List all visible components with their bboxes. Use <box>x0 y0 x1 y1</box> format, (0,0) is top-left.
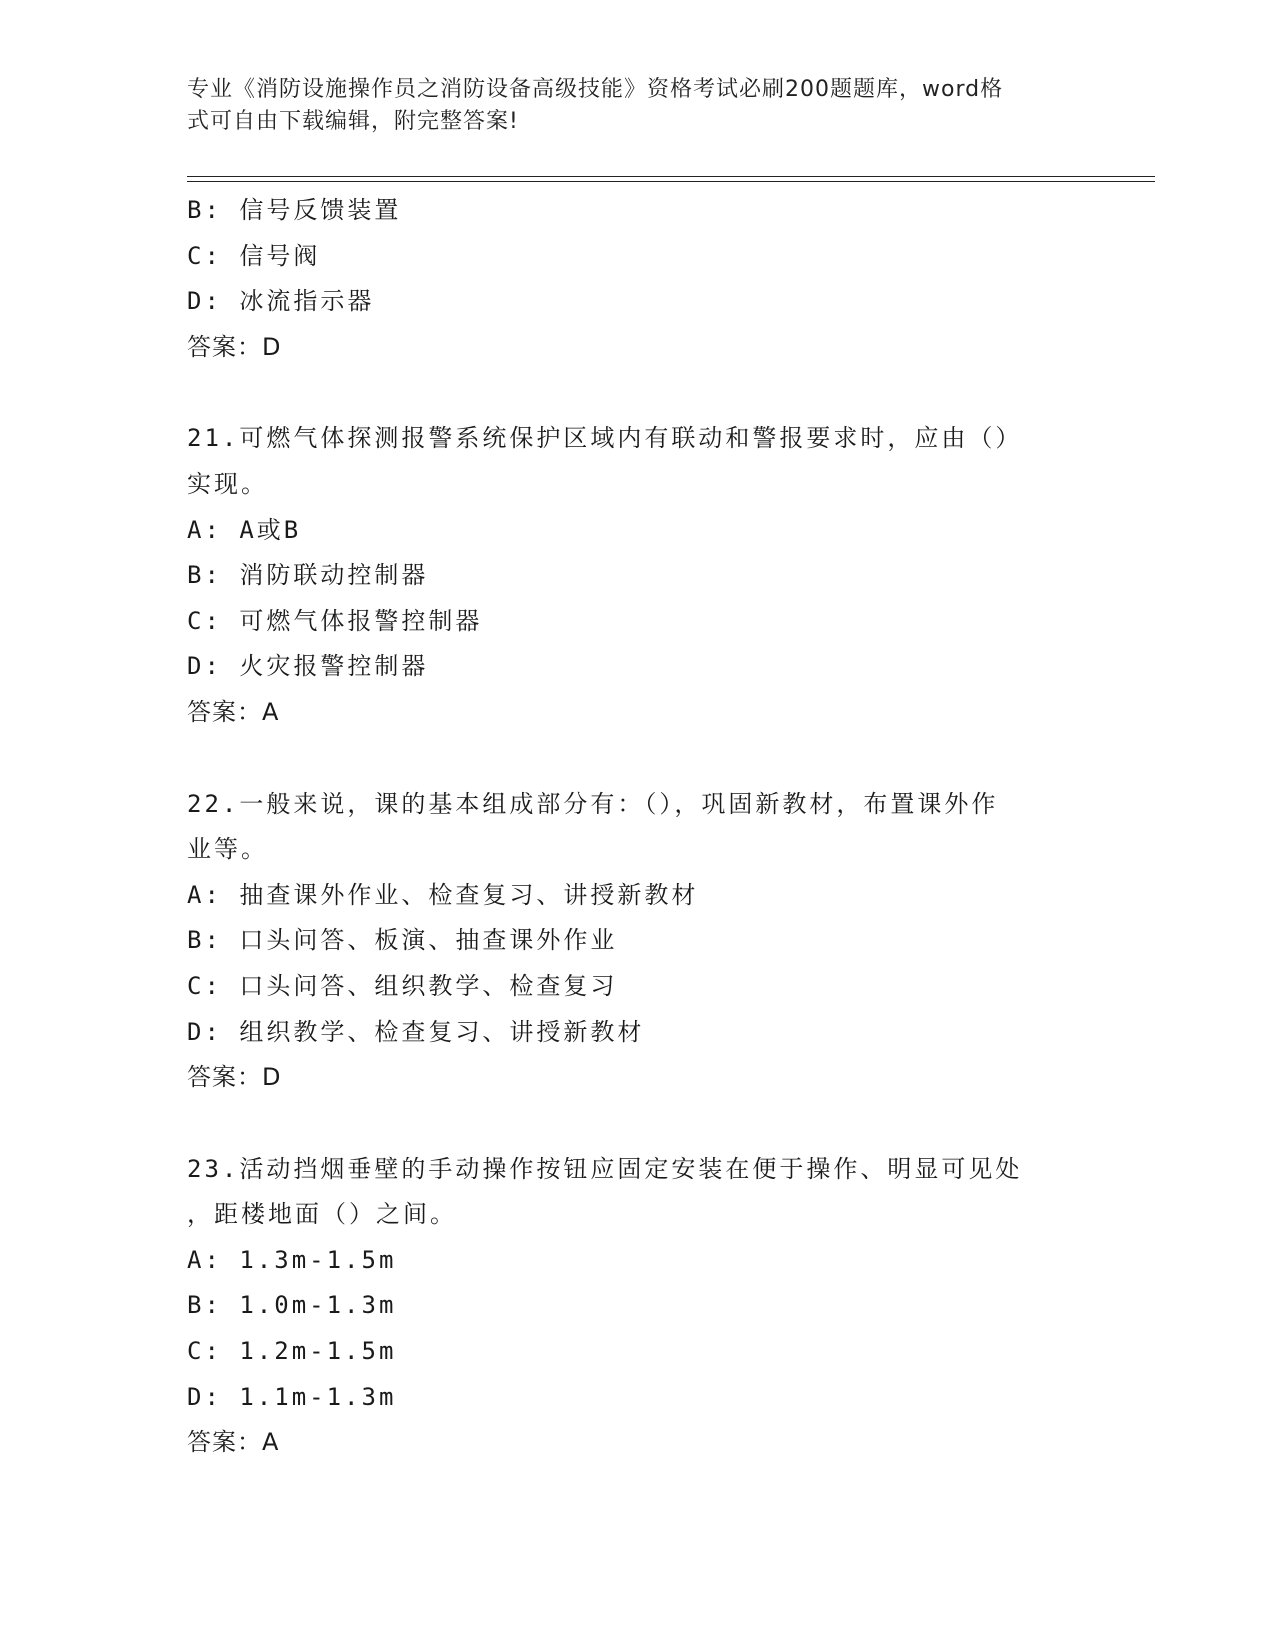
spacer <box>187 736 1087 782</box>
question-text-line-2: 实现。 <box>187 469 268 498</box>
header-rule-top <box>187 176 1155 177</box>
answer-line: 答案：D <box>187 1063 282 1092</box>
option-c: C: 口头问答、组织教学、检查复习 <box>187 971 618 1000</box>
option-c: C: 1.2m-1.5m <box>187 1337 397 1366</box>
question-text-line-2: 业等。 <box>187 835 268 864</box>
document-header <box>187 74 1067 138</box>
answer-line: 答案：A <box>187 1428 280 1457</box>
option-a: A: 抽查课外作业、检查复习、讲授新教材 <box>187 880 699 909</box>
question-block-23 <box>187 1147 1087 1466</box>
option-d: D: 冰流指示器 <box>187 287 375 316</box>
option-d: D: 组织教学、检查复习、讲授新教材 <box>187 1017 645 1046</box>
option-c: C: 信号阀 <box>187 241 321 270</box>
option-d: D: 火灾报警控制器 <box>187 652 429 681</box>
option-b: B: 消防联动控制器 <box>187 561 429 590</box>
spacer <box>187 1101 1087 1147</box>
answer-line: 答案：A <box>187 697 280 726</box>
option-b: B: 1.0m-1.3m <box>187 1291 397 1320</box>
question-block-20 <box>187 188 1087 370</box>
question-text-line-2: ，距楼地面（）之间。 <box>187 1200 457 1229</box>
question-text-line-1: 22.一般来说，课的基本组成部分有：（），巩固新教材，布置课外作 <box>187 789 999 818</box>
option-b: B: 信号反馈装置 <box>187 196 402 224</box>
question-block-22 <box>187 782 1087 1101</box>
option-a: A: A或B <box>187 515 302 544</box>
header-line-2: 式可自由下载编辑，附完整答案! <box>187 109 519 134</box>
question-text-line-1: 21.可燃气体探测报警系统保护区域内有联动和警报要求时，应由（） <box>187 424 1023 453</box>
question-text-line-1: 23.活动挡烟垂壁的手动操作按钮应固定安装在便于操作、明显可见处 <box>187 1154 1023 1183</box>
option-a: A: 1.3m-1.5m <box>187 1245 397 1274</box>
option-c: C: 可燃气体报警控制器 <box>187 606 483 635</box>
answer-line: 答案：D <box>187 332 282 361</box>
question-block-21 <box>187 416 1087 735</box>
header-rule-bottom <box>187 181 1155 182</box>
option-b: B: 口头问答、板演、抽查课外作业 <box>187 926 618 955</box>
header-line-1: 专业《消防设施操作员之消防设备高级技能》资格考试必刷200题题库，word格 <box>187 77 1004 102</box>
question-content <box>187 188 1087 1466</box>
spacer <box>187 370 1087 416</box>
option-d: D: 1.1m-1.3m <box>187 1382 397 1411</box>
